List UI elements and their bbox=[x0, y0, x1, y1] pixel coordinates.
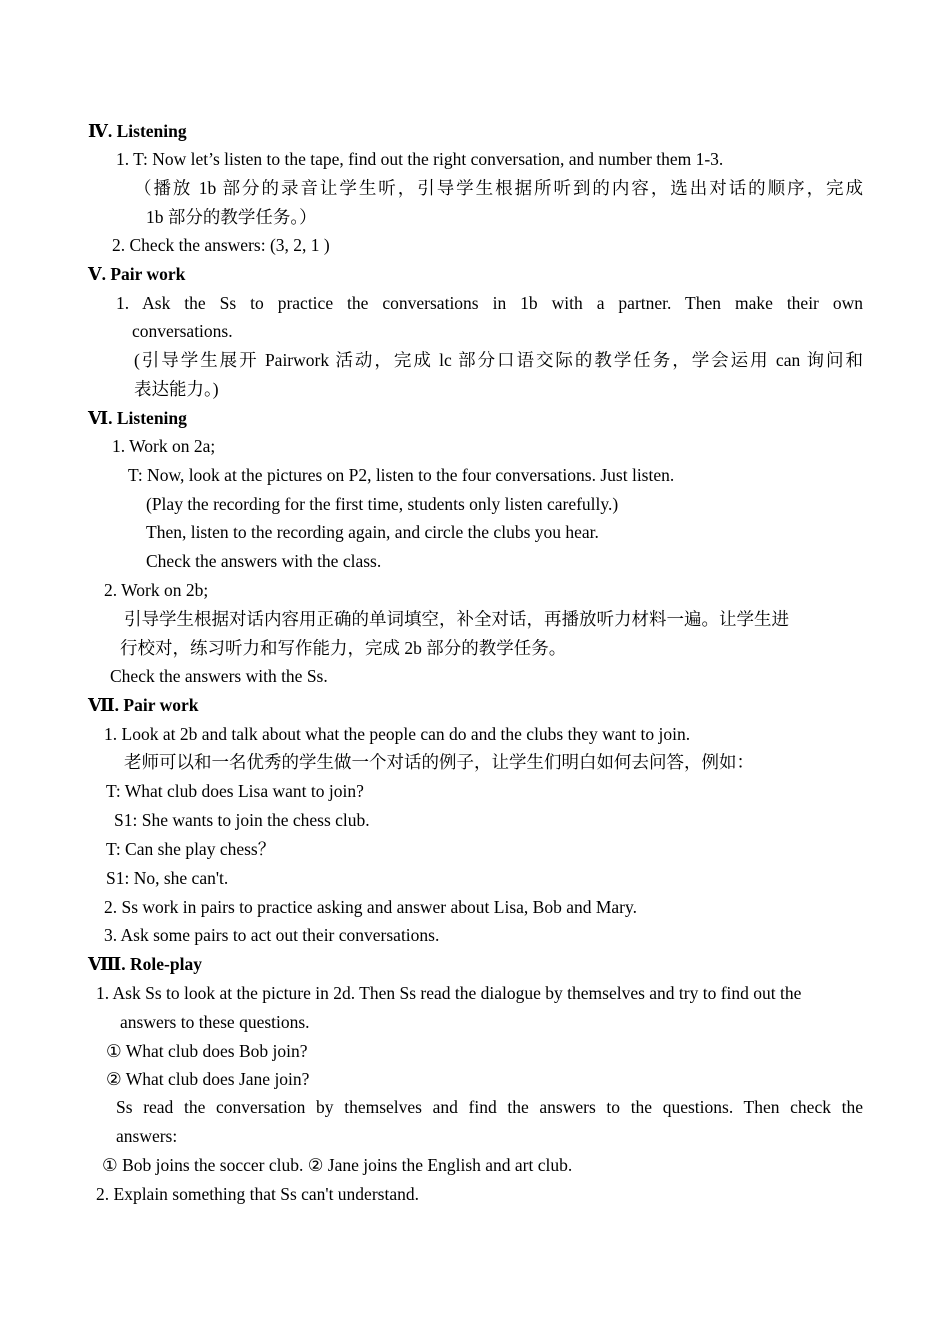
text-line: S1: No, she can't. bbox=[106, 868, 229, 888]
section-heading-role-play-viii: Ⅷ. Role-play bbox=[88, 954, 202, 974]
section-heading-listening-iv: Ⅳ. Listening bbox=[88, 121, 187, 141]
text-line: S1: She wants to join the chess club. bbox=[114, 810, 370, 830]
text-line: T: Now, look at the pictures on P2, listen to the four conversations. Just listen. bbox=[128, 465, 675, 485]
text-line: Check the answers with the class. bbox=[146, 551, 382, 571]
text-line: ① What club does Bob join? bbox=[106, 1041, 308, 1061]
text-line: 1. Work on 2a; bbox=[112, 436, 216, 456]
text-line: 1. Ask Ss to look at the picture in 2d. Then Ss read the dialogue by themselves and try to find out the bbox=[96, 983, 802, 1003]
text-line: 2. Ss work in pairs to practice asking and answer about Lisa, Bob and Mary. bbox=[104, 897, 637, 917]
text-line: Ss read the conversation by themselves and find the answers to the questions. Then check the bbox=[116, 1097, 863, 1117]
text-line: 引导学生根据对话内容用正确的单词填空，补全对话，再播放听力材料一遍。让学生进 bbox=[124, 609, 789, 629]
text-line: ② What club does Jane join? bbox=[106, 1069, 310, 1089]
section-heading-listening-vi: Ⅵ. Listening bbox=[88, 408, 187, 428]
text-line: 2. Explain something that Ss can't understand. bbox=[96, 1184, 419, 1204]
text-line: T: Can she play chess？ bbox=[106, 839, 276, 859]
section-heading-pair-work-vii: Ⅶ. Pair work bbox=[88, 695, 199, 715]
text-line: Then, listen to the recording again, and circle the clubs you hear. bbox=[146, 522, 599, 542]
text-line: 3. Ask some pairs to act out their conversations. bbox=[104, 925, 440, 945]
text-line: Check the answers with the Ss. bbox=[110, 666, 328, 686]
text-line: （播放 1b 部分的录音让学生听，引导学生根据所听到的内容，选出对话的顺序，完成 bbox=[134, 178, 863, 198]
text-line: 老师可以和一名优秀的学生做一个对话的例子，让学生们明白如何去问答，例如： bbox=[124, 752, 754, 772]
text-line: (Play the recording for the first time, students only listen carefully.) bbox=[146, 494, 619, 514]
text-line: 表达能力。) bbox=[134, 379, 219, 399]
text-line: ① Bob joins the soccer club. ② Jane joins the English and art club. bbox=[102, 1155, 573, 1175]
text-line: 1. T: Now let’s listen to the tape, find out the right conversation, and number them 1-3. bbox=[116, 149, 724, 169]
text-line: (引导学生展开 Pairwork 活动，完成 lc 部分口语交际的教学任务，学会运用 can 询问和 bbox=[134, 350, 863, 370]
text-line: 1. Look at 2b and talk about what the people can do and the clubs they want to join. bbox=[104, 724, 691, 744]
text-line: 1. Ask the Ss to practice the conversations in 1b with a partner. Then make their own bbox=[116, 293, 863, 313]
text-line: T: What club does Lisa want to join? bbox=[106, 781, 364, 801]
section-heading-pair-work-v: Ⅴ. Pair work bbox=[88, 264, 186, 284]
text-line: 2. Work on 2b; bbox=[104, 580, 209, 600]
text-line: 行校对，练习听力和写作能力，完成 2b 部分的教学任务。 bbox=[120, 638, 567, 658]
text-line: answers to these questions. bbox=[120, 1012, 310, 1032]
text-line: answers: bbox=[116, 1126, 178, 1146]
text-line: conversations. bbox=[132, 321, 233, 341]
text-line: 1b 部分的教学任务。） bbox=[146, 207, 317, 227]
text-line: 2. Check the answers: (3, 2, 1 ) bbox=[112, 235, 330, 255]
